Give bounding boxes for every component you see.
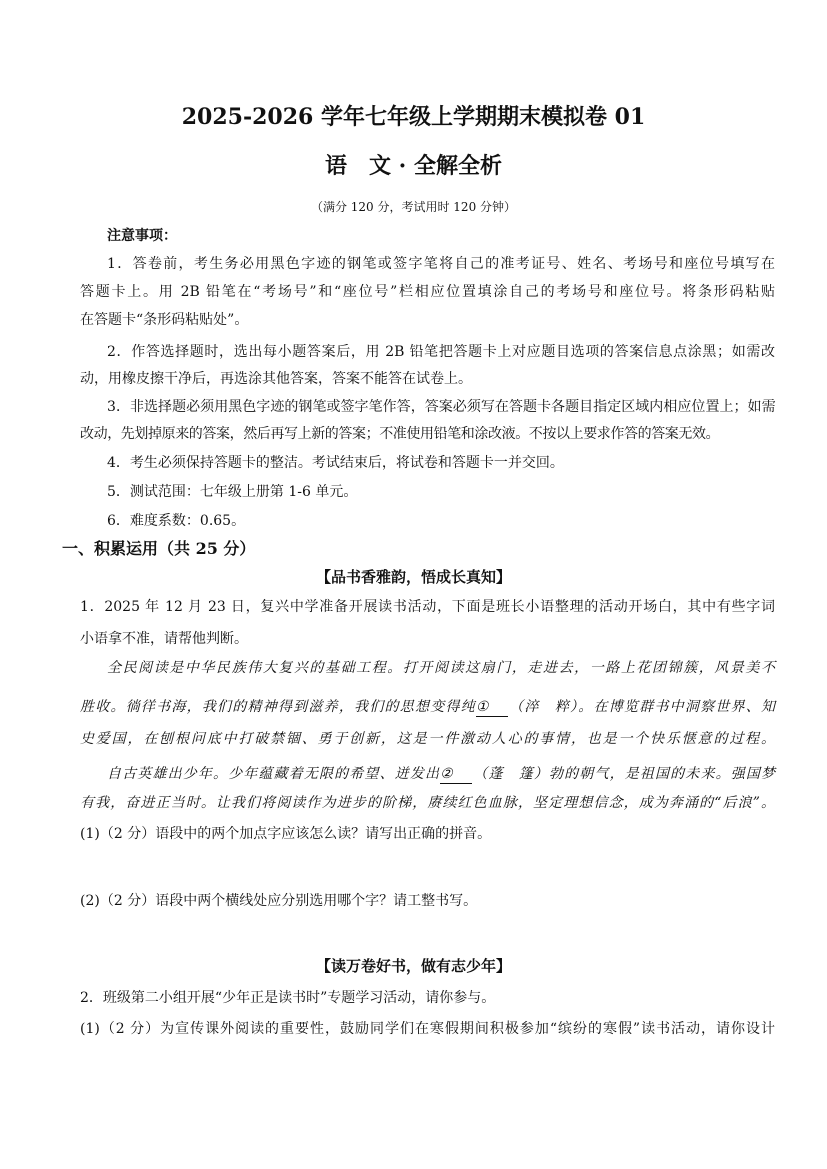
passage-line bbox=[80, 698, 775, 717]
notice-line: 5．测试范围：七年级上册第 1-6 单元。 bbox=[107, 484, 358, 500]
sub-question-1-1: (1)（2 分）语段中的两个加点字应该怎么读？请写出正确的拼音。 bbox=[80, 826, 492, 842]
blank-2: ② bbox=[440, 765, 472, 784]
sub-question-2-1: (1)（2 分）为宣传课外阅读的重要性，鼓励同学们在寒假期间积极参加“缤纷的寒假”读书活动，请你设计 bbox=[80, 1021, 775, 1037]
notice-line: 6．难度系数：0.65。 bbox=[107, 513, 246, 529]
section-heading: 一、积累运用（共 25 分） bbox=[62, 539, 256, 558]
blank-1: ① bbox=[476, 698, 508, 717]
notice-line: 4．考生必须保持答题卡的整洁。考试结束后，将试卷和答题卡一并交回。 bbox=[107, 455, 564, 471]
passage-text: 自古英雄出少年。少年蕴藏着无限的希望、迸发出 bbox=[107, 766, 441, 782]
notice-line: 1．答卷前，考生务必用黑色字迹的钢笔或签字笔将自己的准考证号、姓名、考场号和座位号填写在 bbox=[107, 256, 775, 272]
question-1: 1．2025 年 12 月 23 日，复兴中学准备开展读书活动，下面是班长小语整理的活动开场白，其中有些字词 bbox=[80, 599, 775, 615]
notice-heading: 注意事项： bbox=[107, 228, 177, 244]
theme-heading: 【读万卷好书，做有志少年】 bbox=[315, 957, 511, 975]
passage-line: 全民阅读是中华民族伟大复兴的基础工程。打开阅读这扇门，走进去，一路上花团锦簇，风景美不 bbox=[107, 660, 775, 676]
notice-line: 改动，先划掉原来的答案，然后再写上新的答案；不准使用铅笔和涂改液。不按以上要求作答的答案无效。 bbox=[80, 426, 720, 442]
passage-line: 有我，奋进正当时。让我们将阅读作为进步的阶梯，赓续红色血脉，坚定理想信念，成为奔涌的“后浪”。 bbox=[80, 795, 775, 811]
notice-line: 2．作答选择题时，选出每小题答案后，用 2B 铅笔把答题卡上对应题目选项的答案信息点涂黑；如需改 bbox=[107, 344, 775, 360]
exam-score-time: （满分 120 分，考试用时 120 分钟） bbox=[310, 200, 517, 214]
question-1: 小语拿不准，请帮他判断。 bbox=[80, 631, 248, 647]
notice-line: 在答题卡“条形码粘贴处”。 bbox=[80, 312, 249, 328]
passage-line: 史爱国，在刨根问底中打破禁锢、勇于创新，这是一件激动人心的事情，也是一个快乐惬意的过程。 bbox=[80, 731, 775, 747]
passage-text: （淬 粹）。在博览群书中洞察世界、知 bbox=[507, 699, 776, 715]
exam-title: 2025-2026 学年七年级上学期期末模拟卷 01 bbox=[181, 104, 646, 130]
notice-line: 动，用橡皮擦干净后，再选涂其他答案，答案不能答在试卷上。 bbox=[80, 371, 472, 387]
theme-heading: 【品书香雅韵，悟成长真知】 bbox=[315, 568, 511, 586]
passage-text: （蓬 篷）勃的朝气，是祖国的未来。强国梦 bbox=[472, 766, 776, 782]
sub-question-1-2: (2)（2 分）语段中两个横线处应分别选用哪个字？请工整书写。 bbox=[80, 893, 478, 909]
exam-subtitle: 语 文 · 全解全析 bbox=[325, 153, 502, 179]
notice-line: 答题卡上。用 2B 铅笔在“考场号”和“座位号”栏相应位置填涂自己的考场号和座位号。将条形码粘贴 bbox=[80, 284, 775, 300]
notice-line: 3．非选择题必须用黑色字迹的钢笔或签字笔作答，答案必须写在答题卡各题目指定区域内相应位置上；如需 bbox=[107, 399, 775, 415]
passage-line bbox=[107, 765, 775, 784]
question-2: 2．班级第二小组开展“少年正是读书时”专题学习活动，请你参与。 bbox=[80, 990, 496, 1006]
passage-text: 胜收。徜徉书海，我们的精神得到滋养，我们的思想变得纯 bbox=[80, 699, 476, 715]
